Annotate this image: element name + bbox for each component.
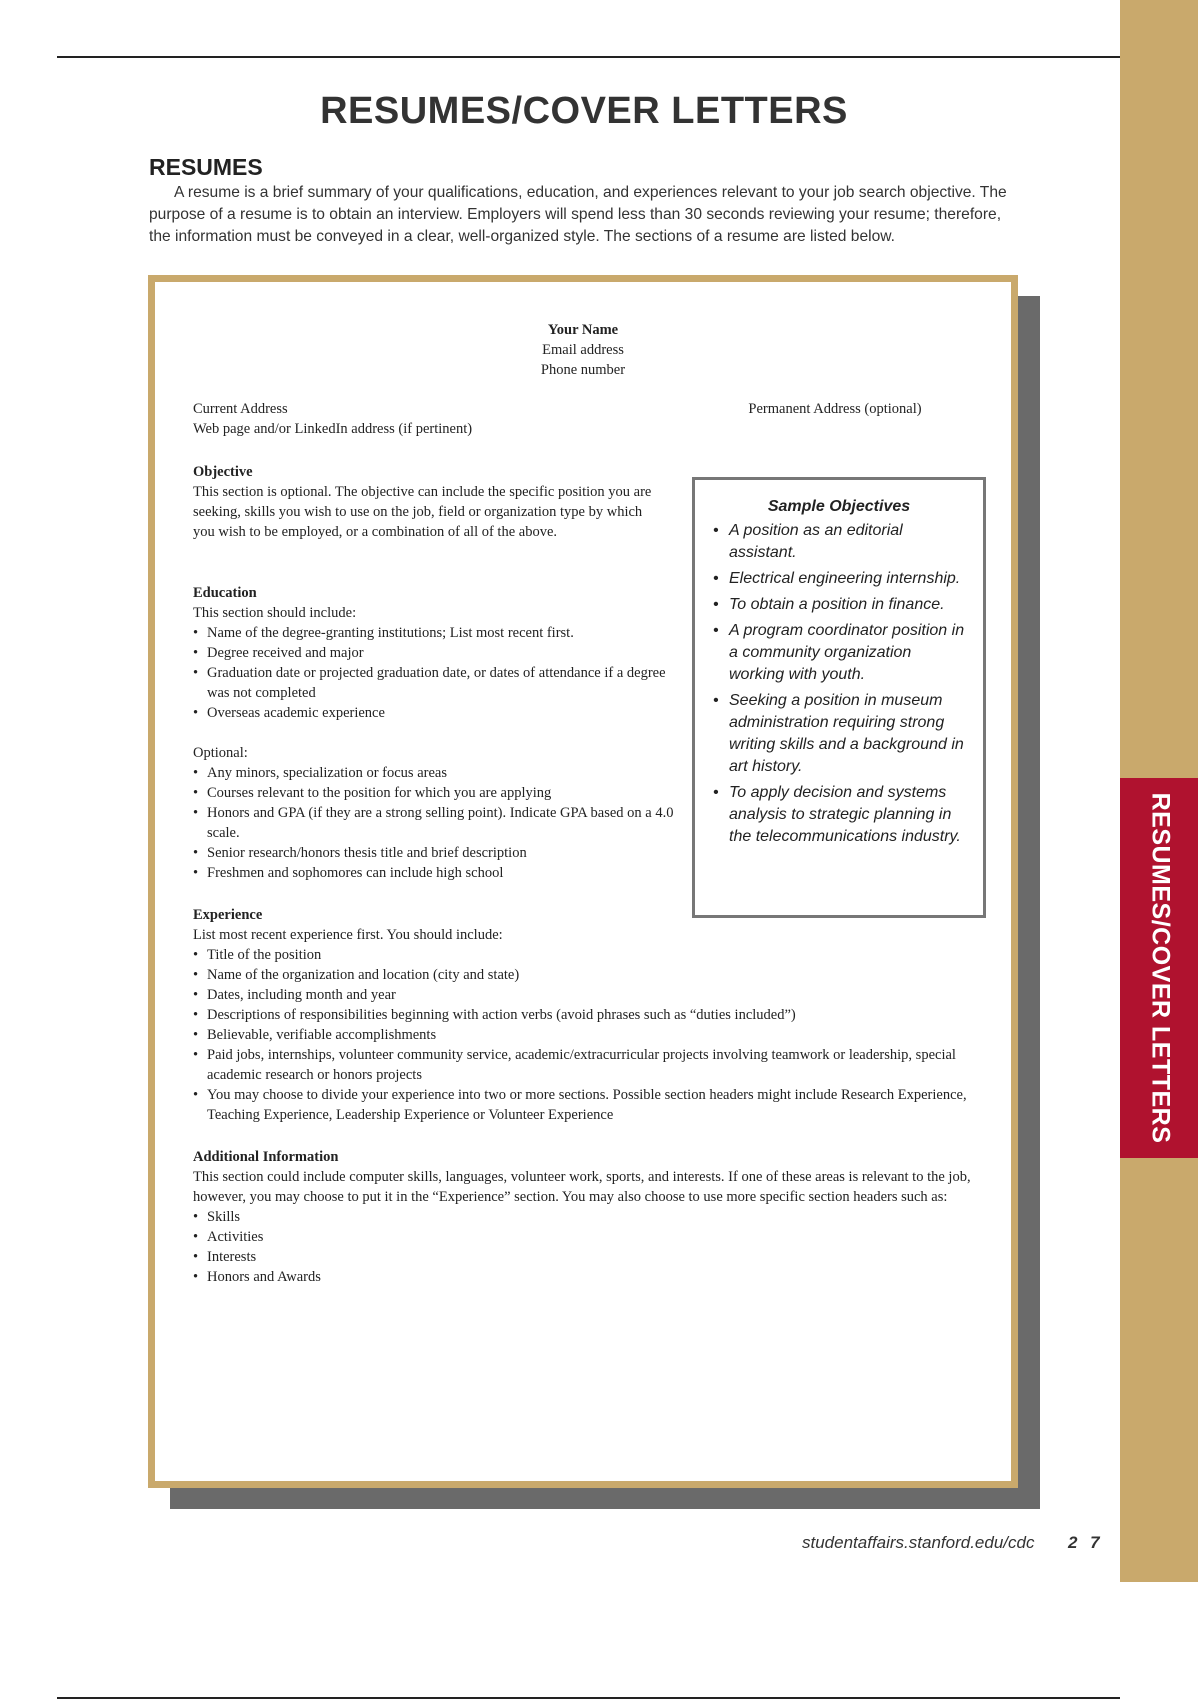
list-item: • Seeking a position in museum administration requiring strong writing skills and a background in art history. <box>713 690 965 778</box>
list-item: • Interests <box>193 1247 983 1267</box>
bottom-rule <box>57 1697 1120 1699</box>
list-item: • Skills <box>193 1207 983 1227</box>
address-left <box>193 399 472 439</box>
sample-objectives-box <box>692 477 986 918</box>
additional-section <box>193 1147 983 1287</box>
list-item: • Title of the position <box>193 945 983 965</box>
list-item: • Overseas academic experience <box>193 703 683 723</box>
education-optional-list <box>193 763 683 883</box>
contact-header <box>155 320 1011 380</box>
resumes-intro: A resume is a brief summary of your qualifications, education, and experiences relevant to your job search objective. The purpose of a resume is to obtain an interview. Employers will spend less than 30 seconds reviewing your resume; therefore, the information must be conveyed in a clear, well-organized style. The sections of a resume are listed below. <box>149 184 1007 245</box>
list-item: • Activities <box>193 1227 983 1247</box>
resumes-heading: RESUMES <box>149 154 263 180</box>
list-item: • Graduation date or projected graduation date, or dates of attendance if a degree was not completed <box>193 663 683 703</box>
list-item: • Freshmen and sophomores can include high school <box>193 863 683 883</box>
resume-phone: Phone number <box>540 362 626 378</box>
list-item: • Electrical engineering internship. <box>713 568 965 590</box>
page-number: 2 7 <box>1068 1533 1104 1552</box>
sample-objectives-list <box>713 520 965 848</box>
list-item: • Paid jobs, internships, volunteer community service, academic/extracurricular projects involving teamwork or leadership, special academic research or honors projects <box>193 1045 983 1085</box>
experience-section <box>193 905 983 1125</box>
additional-list <box>193 1207 983 1287</box>
list-item: • Name of the organization and location (city and state) <box>193 965 983 985</box>
objective-section <box>193 462 663 542</box>
list-item: • Descriptions of responsibilities beginning with action verbs (avoid phrases such as “duties included”) <box>193 1005 983 1025</box>
list-item: • You may choose to divide your experience into two or more sections. Possible section headers might include Research Experience, Teaching Experience, Leadership Experience or Volunteer Experience <box>193 1085 983 1125</box>
footer-url: studentaffairs.stanford.edu/cdc <box>802 1533 1035 1552</box>
resume-name: Your Name <box>547 322 619 338</box>
list-item: • Courses relevant to the position for which you are applying <box>193 783 683 803</box>
list-item: • Believable, verifiable accomplishments <box>193 1025 983 1045</box>
page-title: RESUMES/COVER LETTERS <box>320 90 848 132</box>
experience-list <box>193 945 983 1125</box>
education-optional-label: Optional: <box>193 745 248 761</box>
permanent-address: Permanent Address (optional) <box>748 401 922 417</box>
current-address: Current Address <box>193 401 288 417</box>
list-item: • Honors and GPA (if they are a strong selling point). Indicate GPA based on a 4.0 scale. <box>193 803 683 843</box>
experience-heading: Experience <box>193 907 263 923</box>
list-item: • Senior research/honors thesis title and brief description <box>193 843 683 863</box>
list-item: • A program coordinator position in a community organization working with youth. <box>713 620 965 686</box>
list-item: • A position as an editorial assistant. <box>713 520 965 564</box>
objective-heading: Objective <box>193 464 253 480</box>
list-item: • Degree received and major <box>193 643 683 663</box>
list-item: • Dates, including month and year <box>193 985 983 1005</box>
additional-text: This section could include computer skills, languages, volunteer work, sports, and interests. If one of these areas is relevant to the job, however, you may choose to put it in the “Experience” section. You may also choose to use more specific section headers such as: <box>193 1169 971 1205</box>
list-item: • Honors and Awards <box>193 1267 983 1287</box>
additional-heading: Additional Information <box>193 1149 339 1165</box>
side-tab-label: RESUMES/COVER LETTERS <box>1146 792 1175 1144</box>
experience-intro: List most recent experience first. You should include: <box>193 927 503 943</box>
sample-objectives-title: Sample Objectives <box>767 498 911 515</box>
education-intro: This section should include: <box>193 605 357 621</box>
education-section <box>193 583 683 883</box>
objective-text: This section is optional. The objective can include the specific position you are seeking, skills you wish to use on the job, field or organization type by which you wish to be employed, or a combination of all of the above. <box>193 484 652 540</box>
top-rule <box>57 56 1120 58</box>
education-list <box>193 623 683 723</box>
web-page: Web page and/or LinkedIn address (if pertinent) <box>193 421 473 437</box>
list-item: • To obtain a position in finance. <box>713 594 965 616</box>
resume-email: Email address <box>542 342 624 358</box>
education-heading: Education <box>193 585 257 601</box>
list-item: • Name of the degree-granting institutions; List most recent first. <box>193 623 683 643</box>
list-item: • Any minors, specialization or focus areas <box>193 763 683 783</box>
list-item: • To apply decision and systems analysis to strategic planning in the telecommunications industry. <box>713 782 965 848</box>
